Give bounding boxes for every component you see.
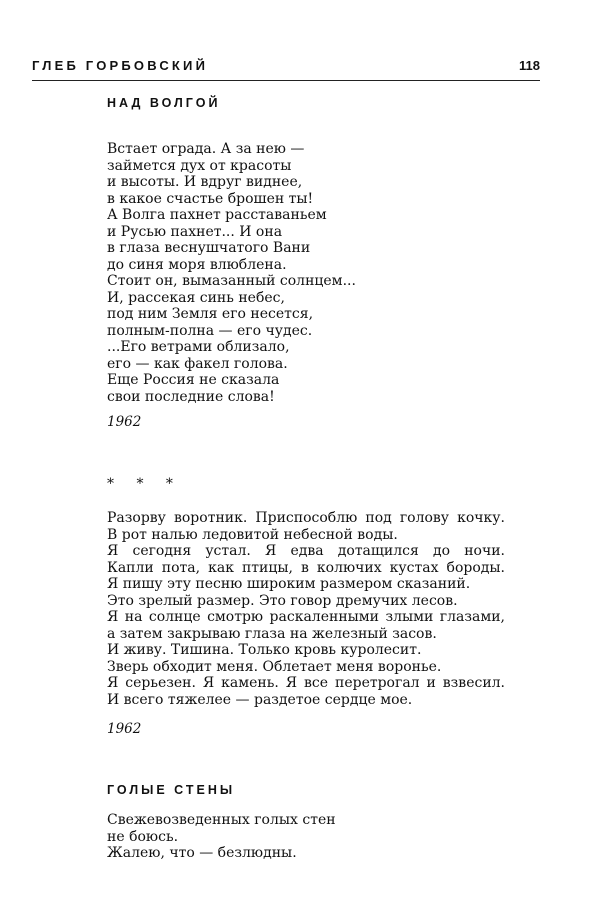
poem-line: Я пишу эту песню широким размером сказаний.	[107, 576, 471, 592]
poem-line: и высоты. И вдруг виднее,	[107, 174, 303, 190]
page-number: 118	[519, 58, 540, 73]
poem-line: Жалею, что — безлюдны.	[107, 845, 297, 861]
poem-line: ...Его ветрами облизало,	[107, 339, 290, 355]
poem-body	[107, 510, 505, 708]
poem-title: ГОЛЫЕ СТЕНЫ	[107, 783, 236, 797]
poem-line: Встает ограда. А за нею —	[107, 141, 305, 157]
running-header	[32, 58, 540, 81]
poem-line: Я на солнце смотрю раскаленными злыми глазами,	[107, 609, 505, 625]
poem-line: Зверь обходит меня. Облетает меня воронье.	[107, 658, 442, 675]
poem-line: займется дух от красоты	[107, 157, 292, 174]
poem-title: НАД ВОЛГОЙ	[107, 96, 221, 110]
poem-year: 1962	[107, 721, 142, 737]
poem-line: Я сегодня устал. Я едва дотащился до ночи.	[107, 543, 505, 559]
poem-line: И живу. Тишина. Только кровь куролесит.	[107, 642, 422, 658]
poem-line: Я серьезен. Я камень. Я все перетрогал и взвесил.	[107, 675, 505, 691]
poem-line: под ним Земля его несется,	[107, 306, 314, 322]
poem-line: его — как факел голова.	[107, 355, 288, 372]
poem-line: Еще Россия не сказала	[107, 372, 280, 388]
poem-line: полным-полна — его чудес.	[107, 322, 313, 339]
poem-title-asterisks: * * *	[107, 476, 182, 492]
poem-line: Стоит он, вымазанный солнцем...	[107, 273, 356, 289]
poem-year: 1962	[107, 414, 142, 430]
poem-line: свои последние слова!	[107, 388, 275, 405]
poem-line: А Волга пахнет расставаньем	[107, 207, 327, 223]
poem-line: в глаза веснушчатого Вани	[107, 240, 311, 256]
poem-body	[107, 812, 336, 862]
poem-line: до синя моря влюблена.	[107, 256, 287, 273]
poem-line: Капли пота, как птицы, в колючих кустах бороды.	[107, 559, 505, 576]
poem-line: не боюсь.	[107, 828, 179, 845]
author-name: ГЛЕБ ГОРБОВСКИЙ	[32, 58, 209, 73]
poem-line: В рот налью ледовитой небесной воды.	[107, 526, 398, 543]
poem-line: Свежевозведенных голых стен	[107, 812, 336, 828]
poem-line: Разорву воротник. Приспособлю под голову кочку.	[107, 510, 505, 526]
poem-line: и Русью пахнет... И она	[107, 223, 283, 240]
poem-line: а затем закрываю глаза на железный засов.	[107, 625, 437, 642]
poem-line: в какое счастье брошен ты!	[107, 190, 314, 207]
poem-body	[107, 141, 356, 405]
poem-line: И всего тяжелее — раздетое сердце мое.	[107, 691, 413, 708]
poem-line: И, рассекая синь небес,	[107, 289, 285, 306]
poem-line: Это зрелый размер. Это говор дремучих лесов.	[107, 592, 458, 609]
